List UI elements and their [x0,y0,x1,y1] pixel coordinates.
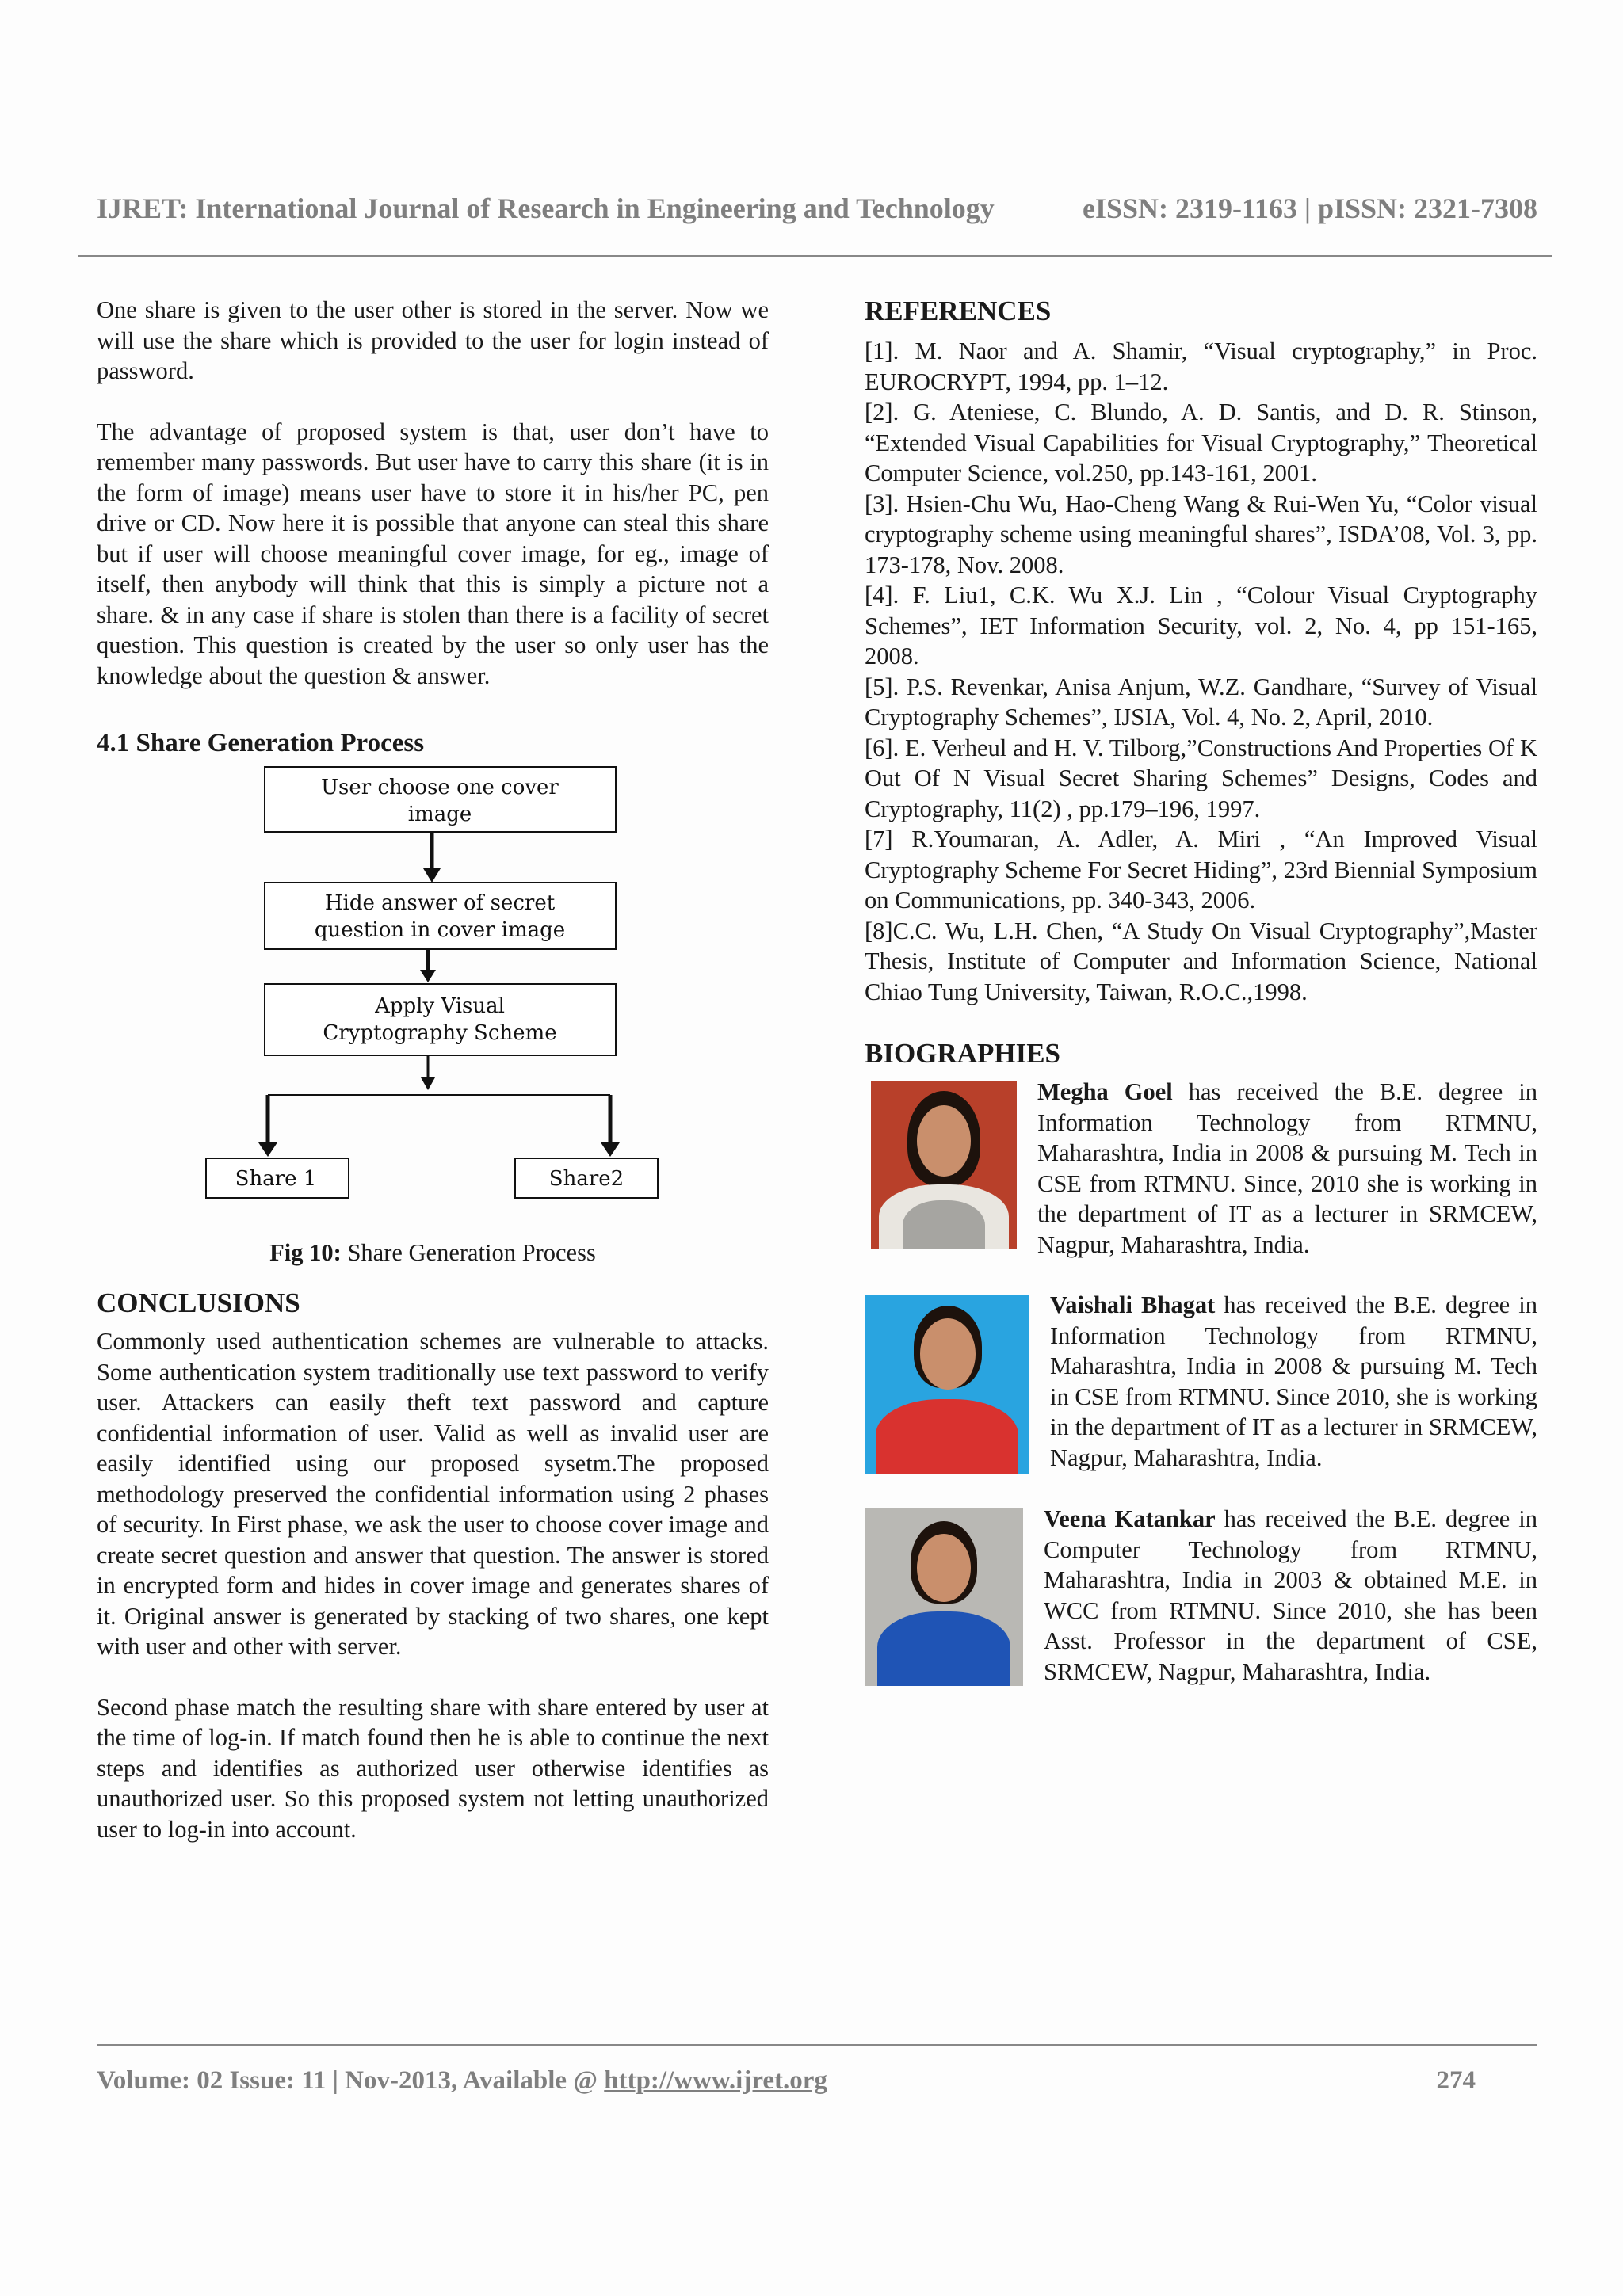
journal-title: IJRET: International Journal of Research in Engineering and Technology [97,193,995,224]
reference-item: [3]. Hsien-Chu Wu, Hao-Cheng Wang & Rui-Wen Yu, “Color visual cryptography scheme using meaningful shares”, ISDA’08, Vol. 3, pp. 173-178, Nov. 2008. [865,490,1537,578]
share2-label: Share2 [548,1167,624,1191]
arrow-2-head [420,970,436,982]
reference-item: [1]. M. Naor and A. Shamir, “Visual cryptography,” in Proc. EUROCRYPT, 1994, pp. 1–12. [865,338,1537,395]
biography-vaishali-bhagat [865,1290,1537,1474]
paragraph-conclusions-1: Commonly used authentication schemes are vulnerable to attacks. Some authentication system traditionally use text password to verify user. Attackers can easily theft text password and capture confidential information of user. Valid as well as invalid user are easily identified using our proposed sysetm.The proposed methodology preserved the confidential information using 2 phases of security. In First phase, we ask the user to choose cover image and create secret question and answer that question. The answer is stored in encrypted form and hides in cover image and generates shares of it. Original answer is generated by stacking of two shares, one kept with user and other with server. [97,1328,769,1660]
bio-text: has received the B.E. degree in Information Technology from RTMNU, Maharashtra, India in 2008 & pursuing M. Tech in CSE from RTMNU. Since 2010, she is working in the department of IT as a lecturer in SRMCEW, Nagpur, Maharashtra, India. [1050,1291,1537,1471]
caption-text: Share Generation Process [341,1239,596,1266]
bio-text: has received the B.E. degree in Computer Technology from RTMNU, Maharashtra, India in 2003 & obtained M.E. in WCC from RTMNU. Since 2010, she has been Asst. Professor in the department of CSE, SRMCEW, Nagpur, Maharashtra, India. [1044,1505,1537,1685]
reference-item: [4]. F. Liu1, C.K. Wu X.J. Lin , “Colour Visual Cryptography Schemes”, IET Information Security, vol. 2, No. 4, pp 151-165, 2008. [865,582,1537,669]
right-column [865,295,1537,1687]
box1-line1: User choose one cover [321,776,559,799]
split-right-head [601,1142,620,1157]
paragraph-share-intro: One share is given to the user other is stored in the server. Now we will use the share which is provided to the user for login instead of password. [97,296,769,384]
split-left-head [258,1142,277,1157]
arrow-3-head [421,1077,435,1090]
footer-volume: Volume: 02 Issue: 11 | Nov-2013, Available @ http://www.ijret.org [97,2066,827,2095]
page-number: 274 [1436,2066,1476,2095]
paragraph-conclusions-2: Second phase match the resulting share with share entered by user at the time of log-in. If match found then he is able to continue the next steps and identifies as authorized user otherwise identifies as unauthorized user. So this proposed system not letting unauthorized user to log-in into account. [97,1693,769,1843]
biography-veena-katankar [865,1504,1537,1687]
reference-item: [7] R.Youmaran, A. Adler, A. Miri , “An Improved Visual Cryptography Scheme For Secret Hiding”, 23rd Biennial Symposium on Communications, pp. 340-343, 2006. [865,826,1537,913]
bio-name: Megha Goel [1037,1078,1173,1105]
reference-item: [8]C.C. Wu, L.H. Chen, “A Study On Visual Cryptography”,Master Thesis, Institute of Computer and Information Science, National Chiao Tung University, Taiwan, R.O.C.,1998. [865,917,1537,1005]
arrow-1-head [423,868,441,883]
caption-label: Fig 10: [269,1239,342,1266]
section-title-biographies: BIOGRAPHIES [865,1038,1060,1069]
footer-rule [97,2044,1537,2046]
bio-name: Vaishali Bhagat [1050,1291,1216,1318]
journal-url-link[interactable]: http://www.ijret.org [604,2066,827,2095]
issn-text: eISSN: 2319-1163 | pISSN: 2321-7308 [1083,193,1537,224]
reference-list [865,336,1537,1007]
left-column [97,295,769,1844]
box2-line1: Hide answer of secret [324,891,556,915]
page-header [97,192,1537,225]
share1-label: Share 1 [235,1167,317,1191]
section-title-references: REFERENCES [865,296,1052,326]
box2-line2: question in cover image [314,918,566,942]
figure-caption [97,1238,769,1268]
header-rule [78,255,1552,257]
share-generation-diagram [97,762,769,1238]
author-photo-megha-goel [871,1081,1017,1249]
reference-item: [2]. G. Ateniese, C. Blundo, A. D. Santis, and D. R. Stinson, “Extended Visual Capabilities for Visual Cryptography,” Theoretical Computer Science, vol.250, pp.143-161, 2001. [865,399,1537,486]
author-photo-vaishali-bhagat [865,1295,1029,1474]
box3-line1: Apply Visual [375,994,505,1018]
box1-line2: image [407,803,472,826]
box3-line2: Cryptography Scheme [323,1021,557,1045]
author-photo-veena-katankar [865,1508,1023,1686]
reference-item: [5]. P.S. Revenkar, Anisa Anjum, W.Z. Gandhare, “Survey of Visual Cryptography Schemes”, IJSIA, Vol. 4, No. 2, April, 2010. [865,673,1537,730]
biography-megha-goel [865,1077,1537,1260]
page-footer [97,2066,1476,2096]
reference-item: [6]. E. Verheul and H. V. Tilborg,”Constructions And Properties Of K Out Of N Visual Secret Sharing Schemes” Designs, Codes and Cryptography, 11(2) , pp.179–196, 1997. [865,734,1537,822]
section-title-conclusions: CONCLUSIONS [97,1287,300,1318]
section-title-share-generation: 4.1 Share Generation Process [97,729,425,757]
paragraph-advantage: The advantage of proposed system is that, user don’t have to remember many passwords. But user have to carry this share (it is in the form of image) means user have to store it in his/her PC, pen drive or CD. Now here it is possible that anyone can steal this share but if user will choose meaningful cover image, for eg., image of itself, then anybody will think that this is simply a picture not a share. & in any case if share is stolen than there is a facility of secret question. This question is created by the user so only user has the knowledge about the question & answer. [97,418,769,689]
bio-text: has received the B.E. degree in Information Technology from RTMNU, Maharashtra, India in 2008 & pursuing M. Tech in CSE from RTMNU. Since, 2010 she is working in the department of IT as a lecturer in SRMCEW, Nagpur, Maharashtra, India. [1037,1078,1537,1258]
diagram-svg [97,762,769,1238]
bio-name: Veena Katankar [1044,1505,1216,1532]
